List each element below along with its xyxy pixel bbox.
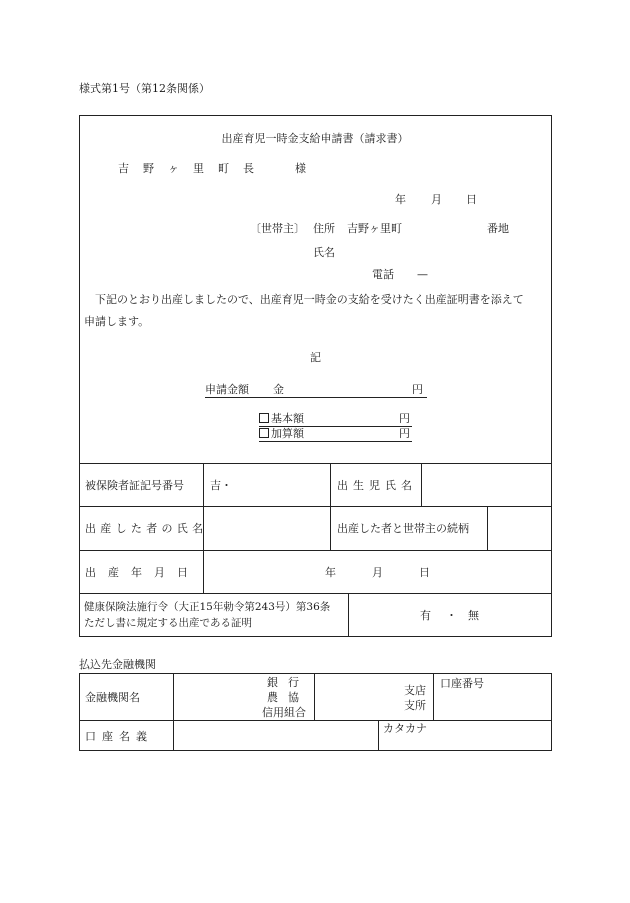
- institution-label: 金融機関名: [85, 691, 140, 704]
- amount-unit: 円: [412, 383, 423, 396]
- account-number-label: 口座番号: [440, 677, 484, 690]
- table-divider: [79, 550, 552, 551]
- bank-table-divider: [378, 720, 379, 751]
- bank-table-divider: [79, 720, 552, 721]
- mother-name-label: 出産した者の氏名: [85, 522, 208, 535]
- date-day: 日: [466, 193, 477, 206]
- amount-kin: 金: [273, 383, 284, 396]
- base-amount-label: 基本額: [271, 412, 304, 425]
- form-title: 出産育児一時金支給申請書（請求書）: [221, 132, 409, 145]
- relation-field[interactable]: [492, 514, 547, 542]
- body-text-line1: 下記のとおり出産しましたので、出産育児一時金の支給を受けたく出産証明書を添えて: [95, 293, 524, 306]
- table-divider: [79, 506, 552, 507]
- add-amount-checkbox[interactable]: [259, 428, 269, 438]
- branch-label[interactable]: 支店: [404, 684, 426, 697]
- amount-label: 申請金額: [205, 383, 249, 396]
- insurer-number-label: 被保険者証記号番号: [85, 479, 184, 492]
- addressee: 吉野ヶ里町長: [118, 162, 268, 175]
- phone-dash: —: [417, 268, 428, 281]
- bank-table-divider: [433, 673, 434, 720]
- certification-yes[interactable]: 有: [420, 609, 431, 622]
- birth-year: 年: [325, 566, 336, 579]
- add-amount-label: 加算額: [271, 427, 304, 440]
- certification-no[interactable]: 無: [468, 609, 479, 622]
- base-amount-unit: 円: [399, 412, 410, 425]
- address-label: 住所: [313, 222, 335, 235]
- body-text-line2: 申請します。: [84, 315, 150, 328]
- relation-label: 出産した者と世帯主の続柄: [337, 522, 469, 535]
- bank-table-divider: [173, 673, 174, 751]
- date-year: 年: [395, 193, 406, 206]
- birth-month: 月: [372, 566, 383, 579]
- certification-separator: ・: [446, 609, 457, 622]
- child-name-field[interactable]: [426, 472, 546, 500]
- table-divider: [79, 463, 552, 464]
- name-label: 氏名: [313, 246, 335, 259]
- table-divider: [348, 593, 349, 637]
- bank-type-credit-union[interactable]: 信用組合: [262, 706, 306, 719]
- phone-label: 電話: [372, 268, 394, 281]
- add-amount-line: [259, 428, 412, 442]
- mother-name-field[interactable]: [208, 514, 326, 542]
- application-form-box: [79, 115, 552, 637]
- ki-label: 記: [310, 351, 321, 364]
- birth-date-label: 出産年月日: [85, 566, 200, 579]
- certification-line1: 健康保険法施行令（大正15年勅令第243号）第36条: [84, 601, 331, 613]
- householder-label: 〔世帯主〕: [250, 222, 305, 235]
- child-name-label: 出生児氏名: [337, 479, 417, 492]
- insurer-number-field[interactable]: 吉・: [210, 479, 232, 492]
- bank-table-divider: [314, 673, 315, 720]
- birth-day: 日: [419, 566, 430, 579]
- table-divider: [79, 593, 552, 594]
- form-number: 様式第1号（第12条関係）: [79, 82, 210, 95]
- base-amount-checkbox[interactable]: [259, 413, 269, 423]
- bank-section-title: 払込先金融機関: [79, 658, 156, 671]
- address-town: 吉野ヶ里町: [347, 222, 402, 235]
- base-amount-line: [259, 413, 412, 427]
- table-divider: [330, 463, 331, 550]
- bank-type-nokyo[interactable]: 農協: [267, 691, 309, 704]
- address-suffix: 番地: [487, 222, 509, 235]
- account-holder-label: 口座名義: [85, 730, 153, 743]
- katakana-label: カタカナ: [383, 722, 427, 735]
- add-amount-unit: 円: [399, 427, 410, 440]
- date-month: 月: [431, 193, 442, 206]
- table-divider: [421, 463, 422, 506]
- certification-line2: ただし書に規定する出産である証明: [84, 617, 252, 629]
- sub-branch-label[interactable]: 支所: [404, 699, 426, 712]
- amount-line: [205, 384, 427, 398]
- table-divider: [487, 506, 488, 550]
- bank-type-bank[interactable]: 銀行: [267, 676, 309, 689]
- honorific: 様: [295, 162, 306, 175]
